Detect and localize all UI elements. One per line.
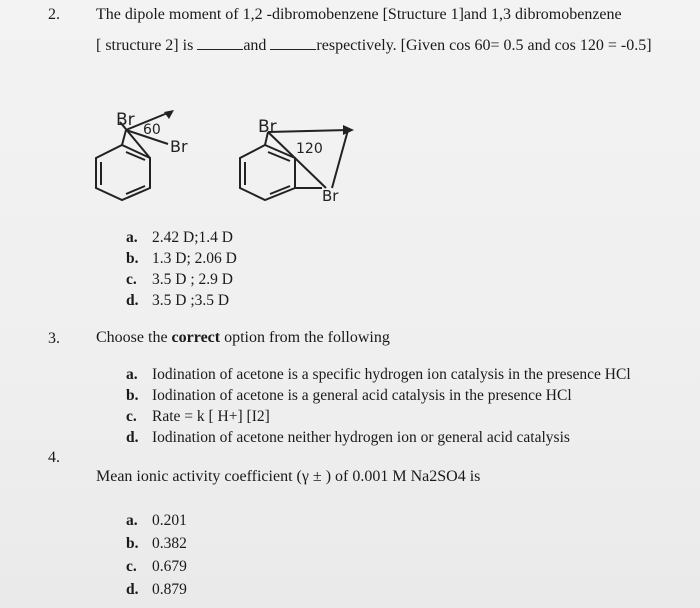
question-4-number: 4. (48, 449, 60, 466)
question-2-line2-start: [ structure 2] is (96, 37, 194, 54)
q2-option-c[interactable] (126, 271, 233, 289)
q3-option-d-label: d. (126, 429, 139, 446)
q3-option-b-text: Iodination of acetone is a general acid catalysis in the presence HCl (152, 387, 572, 404)
q2-option-b-label: b. (126, 250, 139, 267)
structure-2-angle: 120 (296, 141, 323, 157)
question-4-stem: Mean ionic activity coefficient (γ ± ) of 0.001 M Na2SO4 is (96, 468, 481, 485)
q4-option-c[interactable] (126, 558, 187, 576)
question-2-line2 (96, 37, 652, 55)
q4-option-c-label: c. (126, 558, 137, 575)
structure-1-br-side: Br (170, 137, 188, 156)
q4-option-b-label: b. (126, 535, 139, 552)
q3-option-c[interactable] (126, 408, 270, 426)
q3-option-b[interactable] (126, 387, 572, 405)
q2-option-b[interactable] (126, 250, 237, 268)
question-2-line1: The dipole moment of 1,2 -dibromobenzene [Structure 1]and 1,3 dibromobenzene (96, 6, 622, 23)
question-3-number: 3. (48, 330, 60, 347)
q3-option-c-text: Rate = k [ H+] [I2] (152, 408, 270, 425)
dipole-arrowhead-2 (343, 125, 354, 135)
structure-2-br-top: Br (258, 117, 277, 137)
structure-2-br-side: Br (322, 187, 339, 205)
answer-blank-1 (197, 48, 243, 50)
structure-1-angle: 60 (143, 122, 161, 138)
q2-option-d-text: 3.5 D ;3.5 D (152, 292, 230, 309)
question-2-number: 2. (48, 6, 60, 23)
q4-option-b[interactable] (126, 535, 187, 553)
q3-option-d-text: Iodination of acetone neither hydrogen ion or general acid catalysis (152, 429, 570, 446)
q4-option-a-text: 0.201 (152, 512, 187, 529)
question-3-stem-before: Choose the (96, 329, 168, 346)
question-2-line2-and: and (243, 37, 267, 54)
q3-option-d[interactable] (126, 429, 570, 447)
q2-option-b-text: 1.3 D; 2.06 D (152, 250, 237, 267)
question-2-line2-end: respectively. [Given cos 60= 0.5 and cos 120 = -0.5] (316, 37, 652, 54)
q2-option-c-text: 3.5 D ; 2.9 D (152, 271, 233, 288)
q3-option-a[interactable] (126, 366, 631, 384)
q4-option-a-label: a. (126, 512, 138, 529)
structure-1-br-top: Br (116, 110, 135, 130)
q4-option-d-label: d. (126, 581, 139, 598)
q2-option-a-label: a. (126, 229, 138, 246)
answer-blank-2 (270, 48, 316, 50)
q3-option-c-label: c. (126, 408, 137, 425)
q2-option-d-label: d. (126, 292, 139, 309)
question-3-stem-bold: correct (171, 329, 221, 346)
q2-option-a-text: 2.42 D;1.4 D (152, 229, 233, 246)
q4-option-a[interactable] (126, 512, 187, 530)
q2-option-a[interactable] (126, 229, 233, 247)
q2-option-d[interactable] (126, 292, 229, 310)
question-3-stem-after: option from the following (224, 329, 390, 346)
q3-option-a-label: a. (126, 366, 138, 383)
dibromobenzene-figure (90, 100, 380, 215)
q4-option-b-text: 0.382 (152, 535, 187, 552)
question-3-stem (96, 329, 390, 347)
q3-option-a-text: Iodination of acetone is a specific hydrogen ion catalysis in the presence HCl (152, 366, 631, 383)
q2-option-c-label: c. (126, 271, 137, 288)
q4-option-d[interactable] (126, 581, 187, 599)
q4-option-c-text: 0.679 (152, 558, 187, 575)
q4-option-d-text: 0.879 (152, 581, 187, 598)
q3-option-b-label: b. (126, 387, 139, 404)
